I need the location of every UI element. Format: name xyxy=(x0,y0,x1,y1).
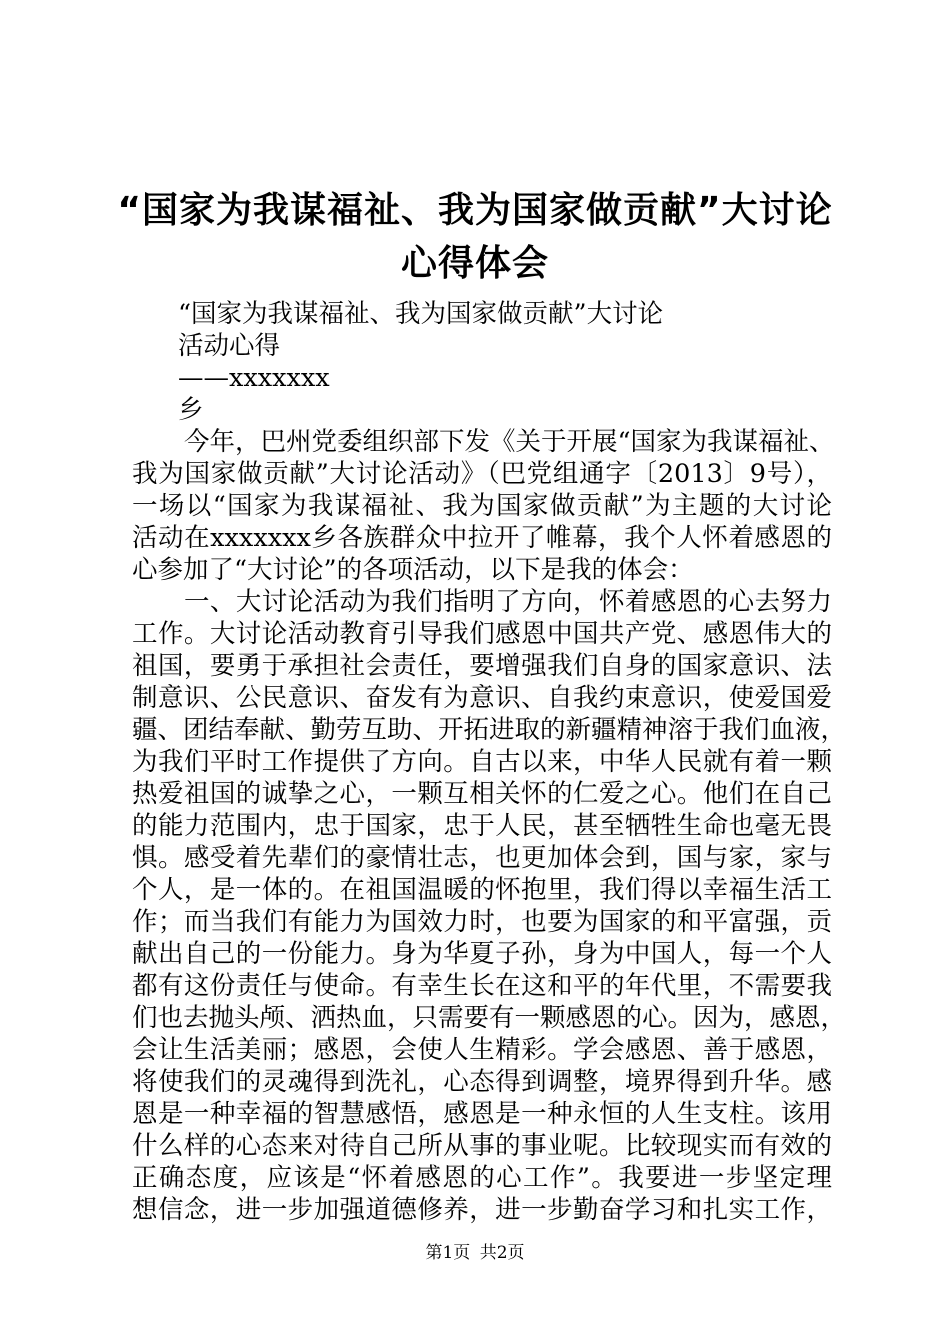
body-line: 都有这份责任与使命。有幸生长在这和平的年代里，不需要我 xyxy=(132,971,832,1001)
body-line: 们也去抛头颅、洒热血，只需要有一颗感恩的心。因为，感恩， xyxy=(132,1003,847,1033)
subtitle-line-2: 活动心得 xyxy=(178,331,281,361)
body-line: 想信念，进一步加强道德修养，进一步勤奋学习和扎实工作， xyxy=(132,1195,832,1225)
document-title-line-1: “国家为我谋福祉、我为国家做贡献”大讨论 xyxy=(117,190,833,231)
body-line: 什么样的心态来对待自己所从事的事业呢。比较现实而有效的 xyxy=(132,1131,832,1161)
page-total: 共2页 xyxy=(479,1243,525,1263)
body-line: 活动在xxxxxxx乡各族群众中拉开了帷幕，我个人怀着感恩的 xyxy=(132,523,832,553)
page-number: 第1页 xyxy=(425,1243,471,1263)
body-line: 热爱祖国的诚挚之心，一颗互相关怀的仁爱之心。他们在自己 xyxy=(132,779,832,809)
body-line: 工作。大讨论活动教育引导我们感恩中国共产党、感恩伟大的 xyxy=(132,619,832,649)
body-line: 心参加了“大讨论”的各项活动，以下是我的体会： xyxy=(132,555,694,585)
body-line: 疆、团结奉献、勤劳互助、开拓进取的新疆精神溶于我们血液， xyxy=(132,715,847,745)
body-line: 献出自己的一份能力。身为华夏子孙，身为中国人，每一个人 xyxy=(132,939,832,969)
body-line: 的能力范围内，忠于国家，忠于人民，甚至牺牲生命也毫无畏 xyxy=(132,811,832,841)
body-line: 一场以“国家为我谋福祉、我为国家做贡献”为主题的大讨论 xyxy=(132,491,832,521)
page-footer xyxy=(0,1245,950,1262)
subtitle-line-1: “国家为我谋福祉、我为国家做贡献”大讨论 xyxy=(178,299,664,329)
body-line: 制意识、公民意识、奋发有为意识、自我约束意识，使爱国爱 xyxy=(132,683,832,713)
body-line: 会让生活美丽；感恩，会使人生精彩。学会感恩、善于感恩， xyxy=(132,1035,832,1065)
body-line: 今年，巴州党委组织部下发《关于开展“国家为我谋福祉、 xyxy=(184,427,835,457)
body-line: 将使我们的灵魂得到洗礼，心态得到调整，境界得到升华。感 xyxy=(132,1067,832,1097)
author-line: ——xxxxxxx xyxy=(178,363,330,393)
document-title-line-2: 心得体会 xyxy=(400,243,549,284)
body-line: 一、大讨论活动为我们指明了方向，怀着感恩的心去努力 xyxy=(184,587,832,617)
body-line: 个人，是一体的。在祖国温暖的怀抱里，我们得以幸福生活工 xyxy=(132,875,832,905)
body-line: 祖国，要勇于承担社会责任，要增强我们自身的国家意识、法 xyxy=(132,651,832,681)
body-line: 作；而当我们有能力为国效力时，也要为国家的和平富强，贡 xyxy=(132,907,832,937)
body-line: 为我们平时工作提供了方向。自古以来，中华人民就有着一颗 xyxy=(132,747,832,777)
body-line: 惧。感受着先辈们的豪情壮志，也更加体会到，国与家，家与 xyxy=(132,843,832,873)
body-line: 恩是一种幸福的智慧感悟，感恩是一种永恒的人生支柱。该用 xyxy=(132,1099,832,1129)
body-line: 正确态度，应该是“怀着感恩的心工作”。我要进一步坚定理 xyxy=(132,1163,832,1193)
author-township: 乡 xyxy=(178,395,204,425)
body-line: 我为国家做贡献”大讨论活动》（巴党组通字〔2013〕9号）， xyxy=(132,459,832,489)
